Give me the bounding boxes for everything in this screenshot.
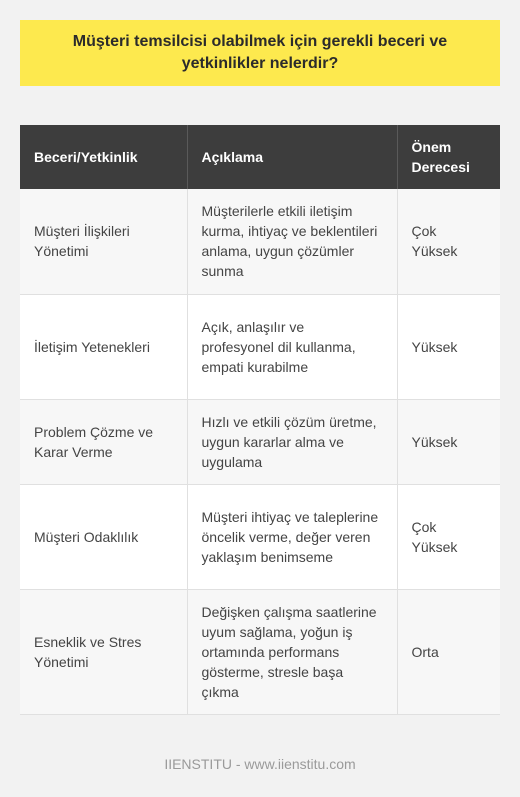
- footer-credit: IIENSTITU - www.iienstitu.com: [164, 756, 356, 772]
- cell-description: Açık, anlaşılır ve profesyonel dil kullanma, empati kurabilme: [187, 294, 397, 399]
- page-title: Müşteri temsilcisi olabilmek için gerekli beceri ve yetkinlikler nelerdir?: [72, 33, 448, 72]
- table-row: [20, 484, 500, 589]
- cell-description: Değişken çalışma saatlerine uyum sağlama, yoğun iş ortamında performans gösterme, stresle başa çıkma: [187, 589, 397, 714]
- column-header-skill: Beceri/Yetkinlik: [20, 125, 187, 189]
- cell-skill: Müşteri İlişkileri Yönetimi: [20, 189, 187, 294]
- table-row: [20, 399, 500, 484]
- cell-skill: Müşteri Odaklılık: [20, 484, 187, 589]
- column-header-importance: Önem Derecesi: [397, 125, 500, 189]
- table-row: [20, 189, 500, 294]
- cell-skill: Problem Çözme ve Karar Verme: [20, 399, 187, 484]
- column-header-description: Açıklama: [187, 125, 397, 189]
- cell-description: Müşteri ihtiyaç ve taleplerine öncelik verme, değer veren yaklaşım benimseme: [187, 484, 397, 589]
- cell-skill: Esneklik ve Stres Yönetimi: [20, 589, 187, 714]
- cell-importance: Çok Yüksek: [397, 484, 500, 589]
- table-row: [20, 294, 500, 399]
- title-banner: [20, 20, 500, 86]
- cell-importance: Orta: [397, 589, 500, 714]
- cell-importance: Yüksek: [397, 294, 500, 399]
- skills-table: [20, 125, 500, 715]
- cell-importance: Yüksek: [397, 399, 500, 484]
- cell-skill: İletişim Yetenekleri: [20, 294, 187, 399]
- cell-description: Hızlı ve etkili çözüm üretme, uygun kararlar alma ve uygulama: [187, 399, 397, 484]
- cell-importance: Çok Yüksek: [397, 189, 500, 294]
- table-header-row: [20, 125, 500, 189]
- cell-description: Müşterilerle etkili iletişim kurma, ihtiyaç ve beklentileri anlama, uygun çözümler sunma: [187, 189, 397, 294]
- table-row: [20, 589, 500, 714]
